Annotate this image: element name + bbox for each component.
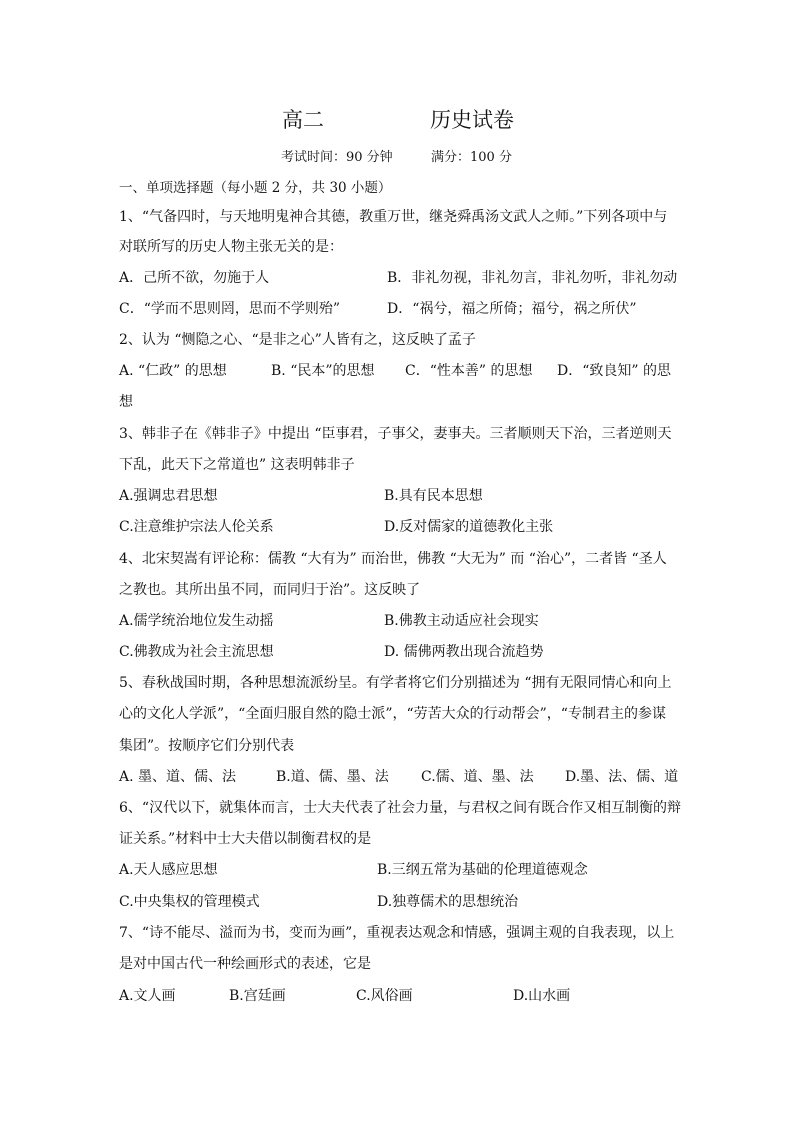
question-3-option-a: A.强调忠君思想 [119,488,218,504]
question-3-option-d: D.反对儒家的道德教化主张 [384,519,554,535]
question-2-option-d-wrap: 想 [119,394,133,410]
question-4-option-b: B.佛教主动适应社会现实 [384,613,539,629]
question-2-option-d: D．“致良知” 的思 [557,363,671,379]
question-1-option-d: D．“祸兮，福之所倚；福兮，祸之所伏” [387,301,637,317]
question-1-stem-line-2: 对联所写的历史人物主张无关的是： [119,239,343,255]
question-5-stem-line-2: 心的文化人学派”，“全面归服自然的隐士派”，“劳苦大众的行动帮会”，“专制君主的参谋 [119,706,666,722]
question-2-option-b: B. “民本”的思想 [271,363,375,379]
question-3-option-b: B.具有民本思想 [384,488,483,504]
question-2-option-a: A. “仁政” 的思想 [119,363,227,379]
question-5-option-c: C.儒、道、墨、法 [421,769,534,785]
question-5-stem-line-1: 5、春秋战国时期，各种思想流派纷呈。有学者将它们分别描述为 “拥有无限同情心和向上 [119,675,672,691]
question-6-option-b: B.三纲五常为基础的伦理道德观念 [377,862,588,878]
question-1-option-a: A．己所不欲，勿施于人 [119,270,270,286]
question-7-stem-line-1: 7、“诗不能尽、溢而为书，变而为画”，重视表达观念和情感，强调主观的自我表现，以上 [119,925,675,941]
question-4-option-d: D. 儒佛两教出现合流趋势 [384,644,544,660]
question-2-stem: 2、认为 “恻隐之心、“是非之心”人皆有之，这反映了孟子 [119,332,476,348]
question-2-option-c: C．“性本善” 的思想 [405,363,533,379]
question-1-stem-line-1: 1、“气备四时，与天地明鬼神合其德，教重万世，继尧舜禹汤文武人之师。”下列各项中与 [119,209,668,225]
question-6-stem-line-1: 6、“汉代以下，就集体而言，士大夫代表了社会力量，与君权之间有既合作又相互制衡的辩 [119,800,682,816]
question-3-stem-line-2: 下乱，此天下之常道也” 这表明韩非子 [119,457,355,473]
subject-label: 历史试卷 [430,108,514,132]
question-7-stem-line-2: 是对中国古代一种绘画形式的表述，它是 [119,956,371,972]
question-6-option-d: D.独尊儒术的思想统治 [377,894,519,910]
question-4-option-c: C.佛教成为社会主流思想 [119,644,274,660]
question-5-option-b: B.道、儒、墨、法 [276,769,389,785]
full-score: 满分：100 分 [431,150,512,165]
question-7-option-b: B.宫廷画 [229,988,286,1004]
question-7-option-c: C.风俗画 [356,988,413,1004]
question-5-option-a: A. 墨、道、儒、法 [119,769,237,785]
exam-time: 考试时间：90 分钟 [281,150,393,165]
question-7-option-a: A.文人画 [119,988,176,1004]
section-title: 一、单项选择题（每小题 2 分，共 30 小题） [119,180,392,196]
question-4-stem-line-1: 4、北宋契嵩有评论称：儒教 “大有为” 而治世，佛教 “大无为” 而 “治心”，二者皆 “圣人 [119,551,667,567]
question-6-option-c: C.中央集权的管理模式 [119,894,260,910]
question-5-stem-line-3: 集团”。按顺序它们分别代表 [119,738,295,754]
exam-title [0,104,794,134]
question-3-stem-line-1: 3、韩非子在《韩非子》中提出 “臣事君，子事父，妻事夫。三者顺则天下治，三者逆则天 [119,426,672,442]
question-4-option-a: A.儒学统治地位发生动摇 [119,613,274,629]
question-5-option-d: D.墨、法、儒、道 [565,769,679,785]
question-7-option-d: D.山水画 [513,988,571,1004]
question-6-option-a: A.天人感应思想 [119,862,218,878]
question-1-option-c: C．“学而不思则罔，思而不学则殆” [119,301,341,317]
grade-label: 高二 [282,108,324,132]
question-3-option-c: C.注意维护宗法人伦关系 [119,519,274,535]
question-4-stem-line-2: 之教也。其所出虽不同，而同归于治”。这反映了 [119,582,421,598]
question-6-stem-line-2: 证关系。”材料中士大夫借以制衡君权的是 [119,831,372,847]
question-1-option-b: B．非礼勿视，非礼勿言，非礼勿听，非礼勿动 [387,270,678,286]
